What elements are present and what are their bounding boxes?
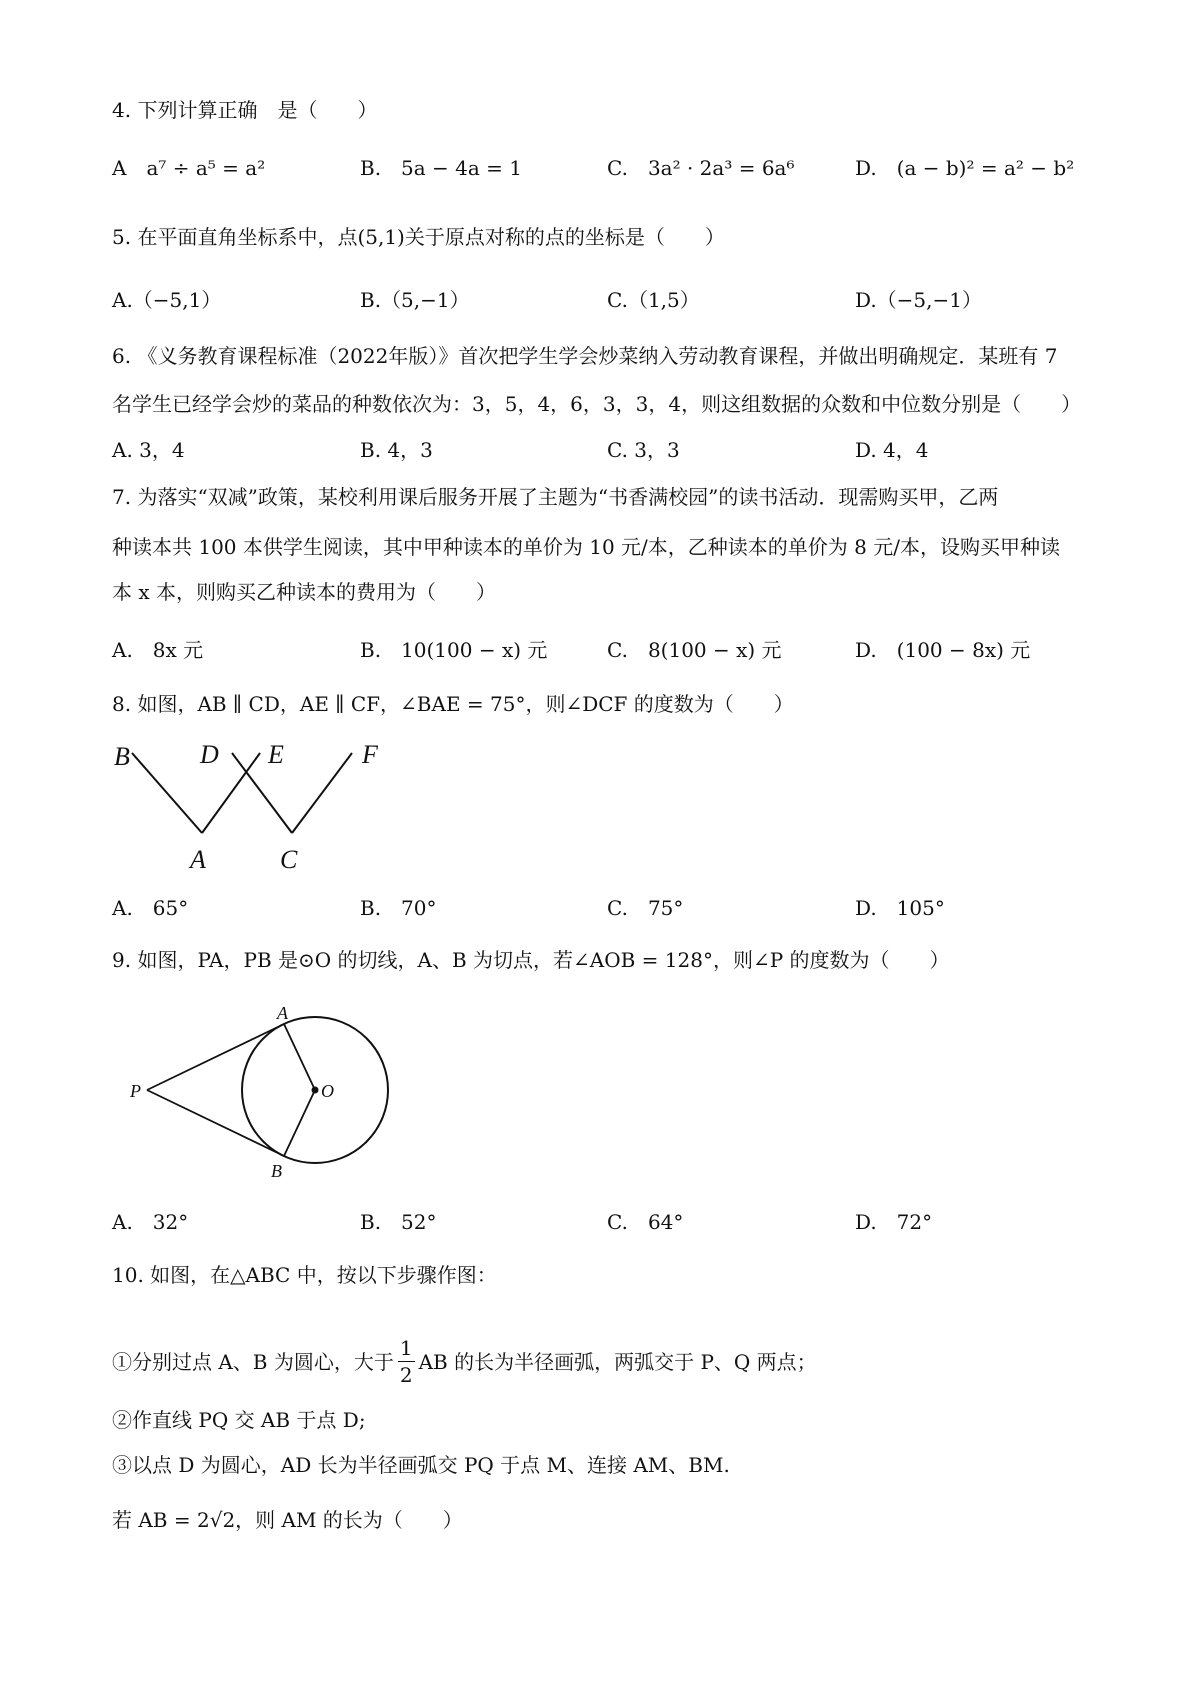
q4-option-d: D. (a − b)² = a² − b² [855,156,1075,180]
q4-option-a: A a⁷ ÷ a⁵ = a² [112,156,266,180]
label-a: A [277,1003,288,1023]
q7-option-a: A. 8x 元 [112,638,204,662]
q10-stem: 10. 如图，在△ABC 中，按以下步骤作图： [112,1263,497,1287]
fraction-one-half [398,1335,415,1388]
q8-option-c: C. 75° [607,896,684,920]
q7-stem-line3: 本 x 本，则购买乙种读本的费用为（ ） [112,580,496,604]
label-c: C [280,845,298,874]
q5-option-b: B.（5,−1） [360,288,470,312]
label-e: E [268,740,284,769]
q7-option-b: B. 10(100 − x) 元 [360,638,548,662]
q6-option-c: C. 3，3 [607,438,680,462]
q7-stem-line2: 种读本共 100 本供学生阅读，其中甲种读本的单价为 10 元/本，乙种读本的单价为 8 元/本，设购买甲种读 [112,535,1060,559]
fraction-numerator: 1 [399,1336,413,1360]
q7-option-d: D. (100 − 8x) 元 [855,638,1031,662]
q8-option-a: A. 65° [112,896,189,920]
q6-option-d: D. 4，4 [855,438,929,462]
label-b: B [271,1161,282,1181]
label-f: F [362,740,378,769]
q10-step2: ②作直线 PQ 交 AB 于点 D; [112,1408,366,1432]
q6-option-b: B. 4，3 [360,438,433,462]
label-p: P [130,1081,141,1101]
q9-option-d: D. 72° [855,1210,933,1234]
q7-option-c: C. 8(100 − x) 元 [607,638,782,662]
q9-option-b: B. 52° [360,1210,437,1234]
q10-step1 [112,1335,817,1388]
q5-option-a: A.（−5,1） [112,288,222,312]
q9-stem: 9. 如图，PA，PB 是⊙O 的切线，A、B 为切点，若∠AOB = 128°，则∠P 的度数为（ ） [112,948,950,972]
q6-option-a: A. 3，4 [112,438,185,462]
q6-stem-line1: 6. 《义务教育课程标准（2022年版）》首次把学生学会炒菜纳入劳动教育课程，并做出明确规定．某班有 7 [112,344,1058,368]
q10-final: 若 AB = 2√2，则 AM 的长为（ ） [112,1508,463,1532]
fraction-denominator: 2 [399,1363,413,1387]
q6-stem-line2: 名学生已经学会炒的菜品的种数依次为：3，5，4，6，3，3，4，则这组数据的众数和中位数分别是（ ） [112,392,1082,416]
q8-parallel-lines-figure [100,735,400,885]
q8-option-d: D. 105° [855,896,945,920]
q8-option-b: B. 70° [360,896,437,920]
label-d: D [200,740,219,769]
label-b: B [114,742,130,771]
q4-stem: 4. 下列计算正确 是（ ） [112,98,378,122]
q10-step3: ③以点 D 为圆心，AD 长为半径画弧交 PQ 于点 M、连接 AM、BM. [112,1453,730,1477]
q8-stem: 8. 如图，AB ∥ CD，AE ∥ CF，∠BAE = 75°，则∠DCF 的度数为（ ） [112,692,794,716]
q4-option-b: B. 5a − 4a = 1 [360,156,523,180]
label-o: O [321,1081,334,1101]
q9-option-a: A. 32° [112,1210,189,1234]
label-a: A [190,845,206,874]
q9-option-c: C. 64° [607,1210,684,1234]
q7-stem-line1: 7. 为落实“双减”政策，某校利用课后服务开展了主题为“书香满校园”的读书活动．现需购买甲，乙两 [112,485,999,509]
q5-option-d: D.（−5,−1） [855,288,983,312]
q9-tangent-circle-figure [125,995,405,1185]
q4-option-c: C. 3a² · 2a³ = 6a⁶ [607,156,795,180]
q10-step1-after: AB 的长为半径画弧，两弧交于 P、Q 两点； [418,1349,817,1374]
q10-step1-before: ①分别过点 A、B 为圆心，大于 [112,1349,394,1374]
q5-stem: 5. 在平面直角坐标系中，点(5,1)关于原点对称的点的坐标是（ ） [112,225,725,249]
q5-option-c: C.（1,5） [607,288,700,312]
